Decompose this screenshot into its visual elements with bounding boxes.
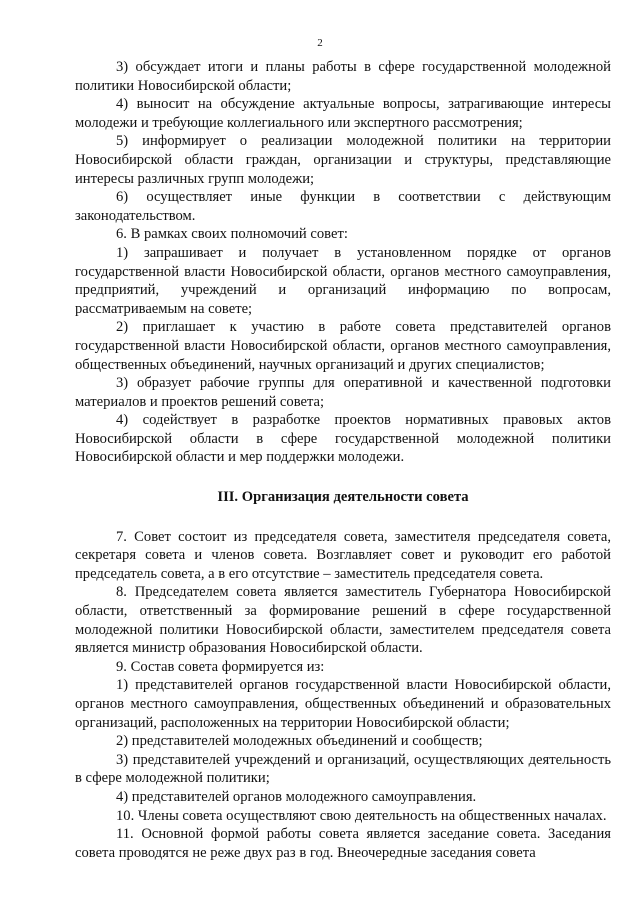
paragraph: 7. Совет состоит из председателя совета, заместителя председателя совета, секретаря совета и членов совета. Возглавляет совет и руководит его работой председатель совета, а в его отсутствие – заместитель председателя совета. bbox=[75, 528, 611, 582]
paragraph: 3) образует рабочие группы для оперативной и качественной подготовки материалов и проектов решений совета; bbox=[75, 375, 611, 410]
paragraph: 4) выносит на обсуждение актуальные вопросы, затрагивающие интересы молодежи и требующие коллегиального или экспертного рассмотрения; bbox=[75, 96, 611, 131]
page-number: 2 bbox=[317, 37, 323, 49]
paragraph: 10. Члены совета осуществляют свою деятельность на общественных началах. bbox=[116, 807, 607, 824]
paragraph: 3) представителей учреждений и организаций, осуществляющих деятельность в сфере молодежной политики; bbox=[75, 751, 611, 787]
paragraph: 9. Состав совета формируется из: bbox=[116, 658, 325, 675]
paragraph: 8. Председателем совета является заместитель Губернатора Новосибирской области, ответственный за формирование решений в сфере государственной молодежной политики Новосибирской области, заместителем председателя совета является министр образования Новосибирской области. bbox=[75, 584, 611, 657]
paragraph: 6. В рамках своих полномочий совет: bbox=[116, 226, 348, 243]
paragraph: 6) осуществляет иные функции в соответствии с действующим законодательством. bbox=[75, 189, 611, 224]
document-body bbox=[75, 58, 611, 862]
paragraph: 2) приглашает к участию в работе совета представителей органов государственной власти Новосибирской области, органов местного самоуправления, общественных объединений, научных организаций и других специалистов; bbox=[75, 319, 611, 373]
paragraph: 3) обсуждает итоги и планы работы в сфере государственной молодежной политики Новосибирской области; bbox=[75, 59, 611, 94]
paragraph: 1) представителей органов государственной власти Новосибирской области, органов местного самоуправления, общественных объединений и образовательных организаций, расположенных на территории Новосибирской области; bbox=[75, 677, 611, 731]
paragraph: 4) представителей органов молодежного самоуправления. bbox=[116, 788, 477, 805]
paragraph: 2) представителей молодежных объединений и сообществ; bbox=[116, 733, 483, 750]
paragraph: 11. Основной формой работы совета является заседание совета. Заседания совета проводятся не реже двух раз в год. Внеочередные заседания совета bbox=[75, 826, 611, 861]
paragraph: 5) информирует о реализации молодежной политики на территории Новосибирской области граждан, организации и структуры, представляющие интересы различных групп молодежи; bbox=[75, 133, 611, 187]
paragraph: 1) запрашивает и получает в установленном порядке от органов государственной власти Новосибирской области, органов местного самоуправления, предприятий, учреждений и организаций информацию по вопросам, рассматриваемым на совете; bbox=[75, 244, 611, 317]
paragraph: 4) содействует в разработке проектов нормативных правовых актов Новосибирской области в сфере государственной молодежной политики Новосибирской области и мер поддержки молодежи. bbox=[75, 412, 611, 466]
section-heading: III. Организация деятельности совета bbox=[217, 489, 469, 506]
